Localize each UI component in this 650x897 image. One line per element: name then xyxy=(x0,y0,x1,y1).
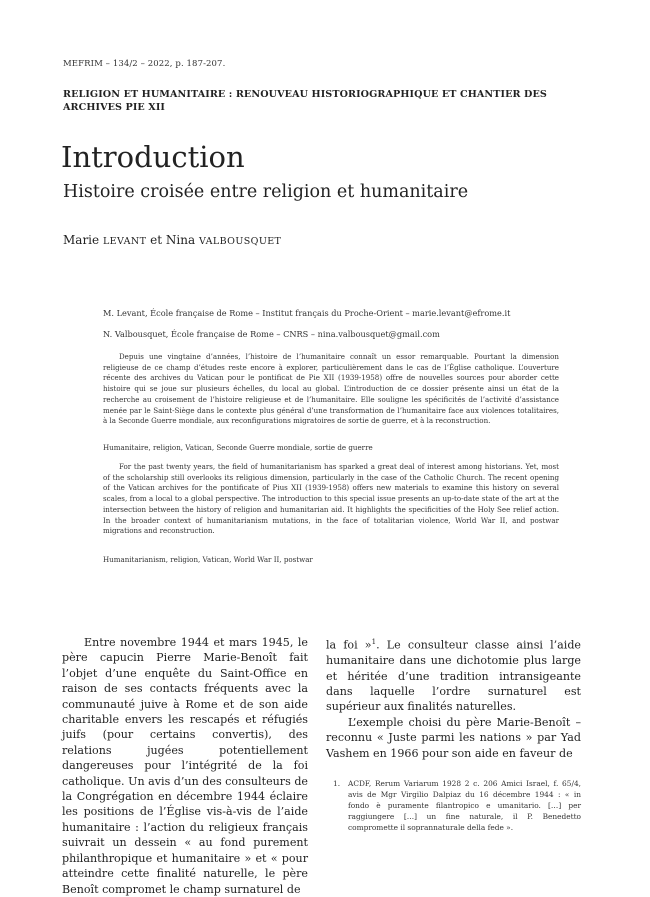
section-heading: RELIGION ET HUMANITAIRE : RENOUVEAU HISTORIOGRAPHIQUE ET CHANTIER DES ARCHIVES PIE XII xyxy=(63,89,547,113)
author-2-first-name: Nina xyxy=(165,233,196,247)
authors-conjunction: et xyxy=(150,233,163,247)
article-title: Introduction xyxy=(61,140,245,174)
affiliation-valbousquet: N. Valbousquet, École française de Rome – CNRS – nina.valbousquet@gmail.com xyxy=(103,329,440,339)
footnote xyxy=(333,779,581,834)
body-text: . Le consulteur classe ainsi l’aide humanitaire dans une dichotomie plus large et héritée d’une tradition intransigeante dans laquelle l’ordre surnaturel est supérieur aux finalités naturelles. xyxy=(326,638,581,714)
footnote-text: ACDF, Rerum Variarum 1928 2 c. 206 Amici Israel, f. 65/4, avis de Mgr Virgilio Dalpiaz du 16 décembre 1944 : « in fondo è puramente filantropico e umanitario. […] per raggiungere […] un fine naturale, il P. Benedetto compromette il soprannaturale della fede ». xyxy=(348,779,581,832)
body-column-right xyxy=(326,635,581,761)
affiliation-levant: M. Levant, École française de Rome – Institut français du Proche-Orient – marie.levant@efrome.it xyxy=(103,308,511,318)
keywords-english: Humanitarianism, religion, Vatican, World War II, postwar xyxy=(103,555,313,564)
body-text: la foi » xyxy=(326,638,372,652)
authors-line xyxy=(63,233,281,247)
keywords-french: Humanitaire, religion, Vatican, Seconde Guerre mondiale, sortie de guerre xyxy=(103,443,373,452)
abstract-english: For the past twenty years, the field of humanitarianism has sparked a great deal of interest among historians. Yet, most of the scholarship still overlooks its religious dimension, particularly in the case of the Catholic Church. The recent opening of the Vatican archives for the pontificate of Pius XII (1939-1958) offers new materials to examine this history on several scales, from a local to a global perspective. The introduction to this special issue presents an up-to-date state of the art at the intersection between the history of religion and humanitarian aid. It highlights the specificities of the Holy See relief action. In the broader context of humanitarianism mutations, in the face of totalitarian violence, World War II, and postwar migrations and reconstruction. xyxy=(103,462,559,536)
abstract-french: Depuis une vingtaine d’années, l’histoire de l’humanitaire connaît un essor remarquable. Pourtant la dimension religieuse de ce champ d’études reste encore à explorer, particulièrement dans le cas de l’Église catholique. L’ouverture récente des archives du Vatican pour le pontificat de Pie XII (1939-1958) offre de nouvelles sources pour aborder cette histoire qui se joue sur plusieurs échelles, du local au global. L’introduction de ce dossier présente ainsi un état de la recherche au croisement de l’histoire religieuse et de l’humanitaire. Elle souligne les spécificités de l’activité d’assistance menée par le Saint-Siège dans le contexte plus général d’une transformation de l’humanitaire face aux violences totalitaires, à la Seconde Guerre mondiale, aux reconfigurations migratoires de sortie de guerre, et à la reconstruction. xyxy=(103,352,559,426)
author-1-first-name: Marie xyxy=(63,233,100,247)
footnote-number: 1. xyxy=(333,779,341,788)
author-2-last-name: VALBOUSQUET xyxy=(198,236,282,247)
footnote-ref[interactable]: 1 xyxy=(371,638,377,646)
running-head: MEFRIM – 134/2 – 2022, p. 187-207. xyxy=(63,59,226,69)
body-paragraph-continued xyxy=(326,635,581,715)
author-1-last-name: LEVANT xyxy=(102,236,147,247)
body-paragraph: L’exemple choisi du père Marie-Benoît – reconnu « Juste parmi les nations » par Yad Vashem en 1966 pour son aide en faveur de xyxy=(326,715,581,760)
body-column-left: Entre novembre 1944 et mars 1945, le père capucin Pierre Marie-Benoît fait l’objet d’une enquête du Saint-Office en raison de ses contacts fréquents avec la communauté juive à Rome et de son aide charitable envers les rescapés et réfugiés juifs (pour certains convertis), des relations jugées potentiellement dangereuses pour l’intégrité de la foi catholique. Un avis d’un des consulteurs de la Congrégation en décembre 1944 éclaire les positions de l’Église vis-à-vis de l’aide humanitaire : l’action du religieux français suivrait un dessein « au fond purement philanthropique et humanitaire » et « pour atteindre cette finalité naturelle, le père Benoît compromet le champ surnaturel de xyxy=(62,636,308,896)
article-subtitle: Histoire croisée entre religion et humanitaire xyxy=(63,182,469,202)
